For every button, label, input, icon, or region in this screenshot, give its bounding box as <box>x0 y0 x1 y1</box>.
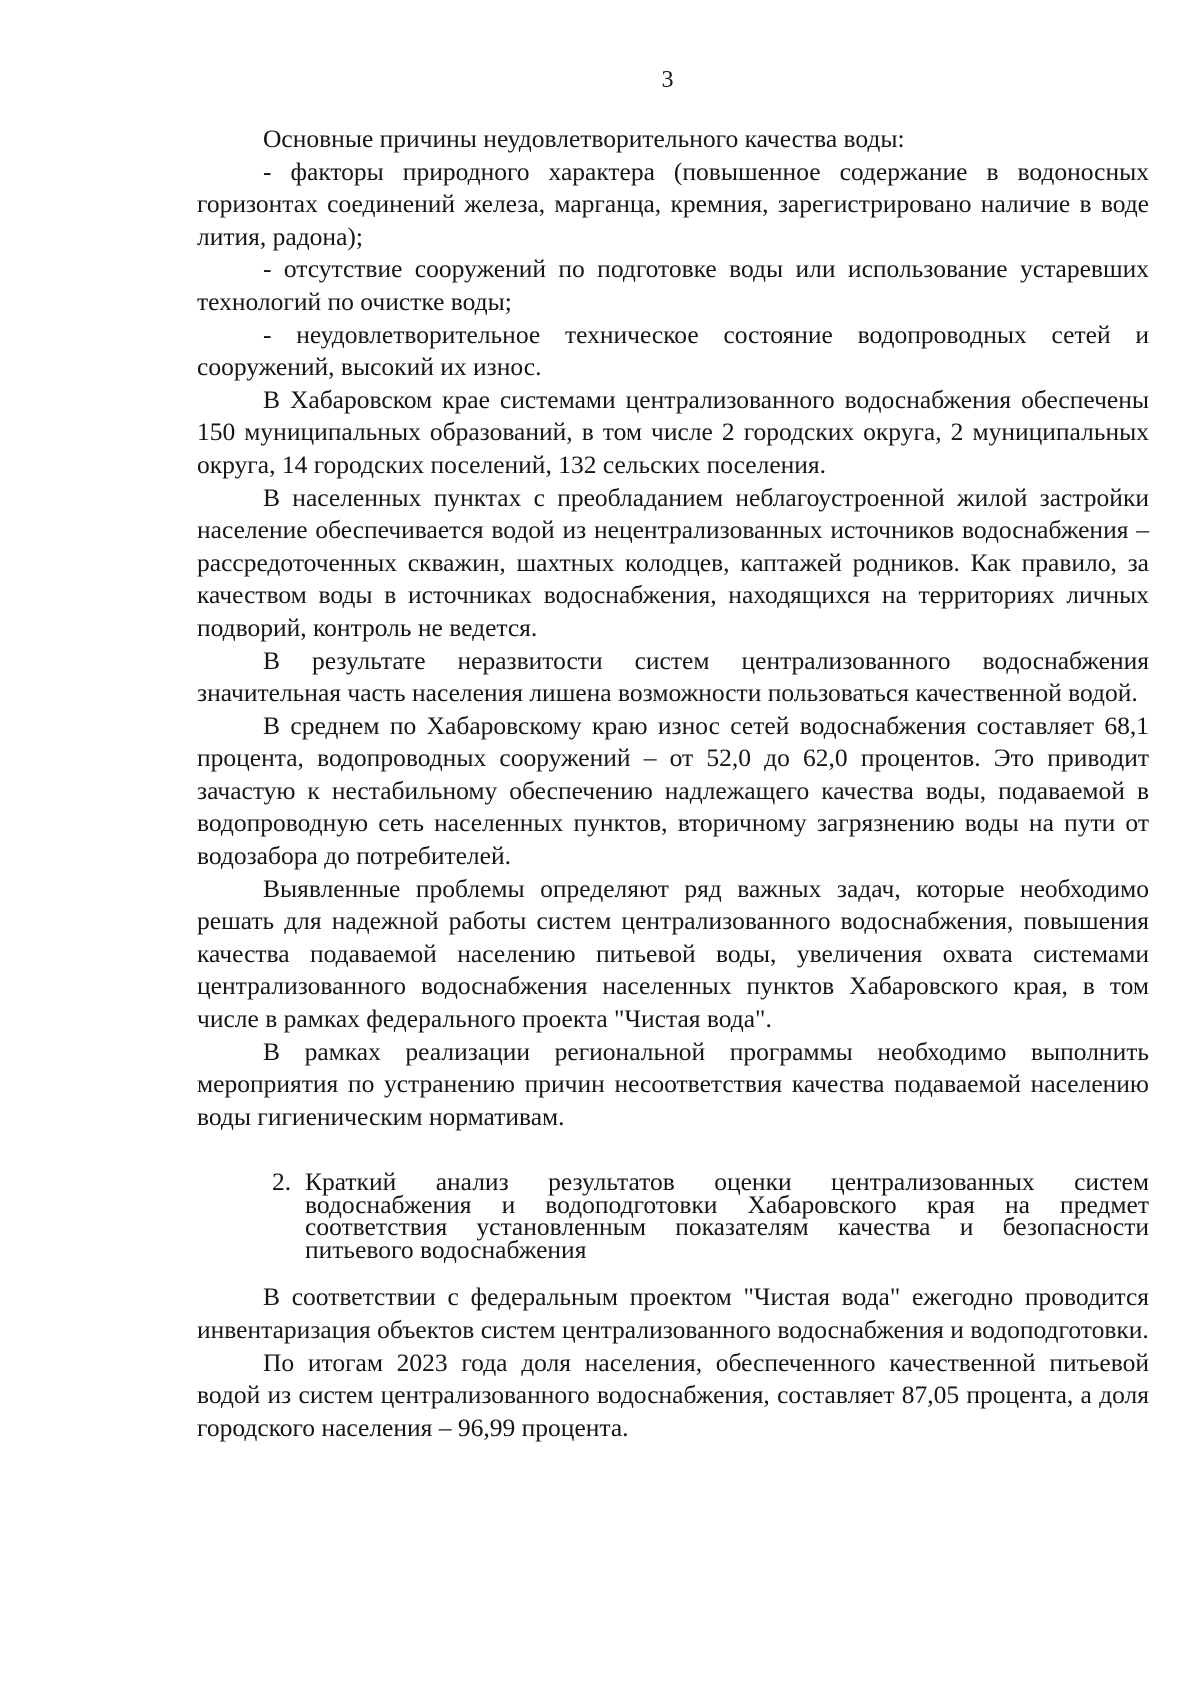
paragraph: В рамках реализации региональной программы необходимо выполнить мероприятия по устранению причин несоответствия качества подаваемой населению воды гигиеническим нормативам. <box>197 1036 1149 1131</box>
paragraph: Выявленные проблемы определяют ряд важных задач, которые необходимо решать для надежной работы систем централизованного водоснабжения, повышения качества подаваемой населению питьевой воды, увеличения охвата системами централизованного водоснабжения населенных пунктов Хабаровского края, в том числе в рамках федерального проекта "Чистая вода". <box>197 873 1149 1034</box>
section-title: Краткий анализ результатов оценки централизованных систем водоснабжения и водоподготовки Хабаровского края на предмет соответствия установленным показателям качества и безопасности питьевого водоснабжения <box>305 1167 1149 1264</box>
page-number: 3 <box>661 67 674 93</box>
paragraph: - отсутствие сооружений по подготовке воды или использование устаревших технологий по очистке воды; <box>197 254 1149 316</box>
document-body <box>197 123 1149 1444</box>
paragraph: В среднем по Хабаровскому краю износ сетей водоснабжения составляет 68,1 процента, водопроводных сооружений – от 52,0 до 62,0 процентов. Это приводит зачастую к нестабильному обеспечению надлежащего качества воды, подаваемой в водопроводную сеть населенных пунктов, вторичному загрязнению воды на пути от водозабора до потребителей. <box>197 710 1149 871</box>
paragraph: Основные причины неудовлетворительного качества воды: <box>263 124 905 153</box>
paragraph: По итогам 2023 года доля населения, обеспеченного качественной питьевой водой из систем централизованного водоснабжения, составляет 87,05 процента, а доля городского населения – 96,99 процента. <box>197 1347 1149 1442</box>
paragraph: - неудовлетворительное техническое состояние водопроводных сетей и сооружений, высокий их износ. <box>197 319 1149 382</box>
paragraph: В населенных пунктах с преобладанием неблагоустроенной жилой застройки население обеспечивается водой из нецентрализованных источников водоснабжения – рассредоточенных скважин, шахтных колодцев, каптажей родников. Как правило, за качеством воды в источниках водоснабжения, находящихся на территориях личных подворий, контроль не ведется. <box>197 482 1149 642</box>
section-number: 2. <box>272 1167 292 1197</box>
paragraph: В соответствии с федеральным проектом "Чистая вода" ежегодно проводится инвентаризация объектов систем централизованного водоснабжения и водоподготовки. <box>197 1282 1149 1344</box>
paragraph: В результате неразвитости систем централизованного водоснабжения значительная часть населения лишена возможности пользоваться качественной водой. <box>197 645 1149 708</box>
paragraph: - факторы природного характера (повышенное содержание в водоносных горизонтах соединений железа, марганца, кремния, зарегистрировано наличие в воде лития, радона); <box>197 156 1149 251</box>
section-heading <box>197 1167 1149 1264</box>
paragraph: В Хабаровском крае системами централизованного водоснабжения обеспечены 150 муниципальных образований, в том числе 2 городских округа, 2 муниципальных округа, 14 городских поселений, 132 сельских поселения. <box>197 384 1149 479</box>
